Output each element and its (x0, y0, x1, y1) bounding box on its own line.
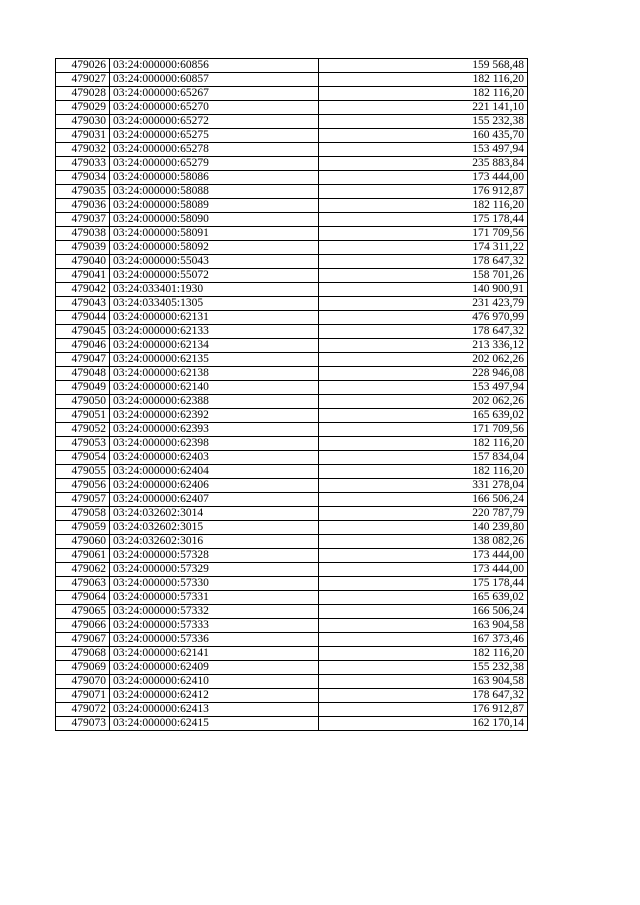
table-row (56, 325, 528, 339)
value-cell: 228 946,08 (319, 367, 528, 381)
table-row (56, 549, 528, 563)
cadastral-number-cell: 03:24:000000:62392 (110, 409, 319, 423)
table-row (56, 507, 528, 521)
cadastral-number-cell: 03:24:000000:65278 (110, 143, 319, 157)
cadastral-number-cell: 03:24:000000:62134 (110, 339, 319, 353)
cadastral-number-cell: 03:24:032602:3014 (110, 507, 319, 521)
value-cell: 476 970,99 (319, 311, 528, 325)
cadastral-number-cell: 03:24:000000:57329 (110, 563, 319, 577)
table-row (56, 353, 528, 367)
table-row (56, 521, 528, 535)
value-cell: 176 912,87 (319, 703, 528, 717)
row-number-cell: 479033 (56, 157, 110, 171)
row-number-cell: 479068 (56, 647, 110, 661)
cadastral-number-cell: 03:24:000000:62133 (110, 325, 319, 339)
cadastral-number-cell: 03:24:000000:62406 (110, 479, 319, 493)
cadastral-number-cell: 03:24:000000:57333 (110, 619, 319, 633)
table-row (56, 241, 528, 255)
row-number-cell: 479031 (56, 129, 110, 143)
value-cell: 221 141,10 (319, 101, 528, 115)
row-number-cell: 479045 (56, 325, 110, 339)
row-number-cell: 479050 (56, 395, 110, 409)
row-number-cell: 479066 (56, 619, 110, 633)
row-number-cell: 479039 (56, 241, 110, 255)
cadastral-number-cell: 03:24:000000:65279 (110, 157, 319, 171)
row-number-cell: 479070 (56, 675, 110, 689)
row-number-cell: 479073 (56, 717, 110, 731)
value-cell: 155 232,38 (319, 115, 528, 129)
value-cell: 182 116,20 (319, 73, 528, 87)
value-cell: 182 116,20 (319, 465, 528, 479)
table-row (56, 493, 528, 507)
table-row (56, 409, 528, 423)
cadastral-number-cell: 03:24:000000:62413 (110, 703, 319, 717)
table-row (56, 297, 528, 311)
value-cell: 155 232,38 (319, 661, 528, 675)
cadastral-number-cell: 03:24:000000:62393 (110, 423, 319, 437)
row-number-cell: 479037 (56, 213, 110, 227)
cadastral-number-cell: 03:24:000000:57332 (110, 605, 319, 619)
cadastral-number-cell: 03:24:000000:62140 (110, 381, 319, 395)
row-number-cell: 479029 (56, 101, 110, 115)
row-number-cell: 479041 (56, 269, 110, 283)
row-number-cell: 479051 (56, 409, 110, 423)
value-cell: 157 834,04 (319, 451, 528, 465)
table-row (56, 717, 528, 731)
table-row (56, 199, 528, 213)
table-row (56, 395, 528, 409)
row-number-cell: 479057 (56, 493, 110, 507)
cadastral-number-cell: 03:24:000000:57330 (110, 577, 319, 591)
table-row (56, 423, 528, 437)
value-cell: 173 444,00 (319, 563, 528, 577)
value-cell: 166 506,24 (319, 605, 528, 619)
row-number-cell: 479062 (56, 563, 110, 577)
row-number-cell: 479053 (56, 437, 110, 451)
value-cell: 175 178,44 (319, 577, 528, 591)
value-cell: 166 506,24 (319, 493, 528, 507)
cadastral-number-cell: 03:24:000000:57331 (110, 591, 319, 605)
row-number-cell: 479034 (56, 171, 110, 185)
table-row (56, 115, 528, 129)
table-row (56, 143, 528, 157)
table-row (56, 255, 528, 269)
cadastral-value-table (55, 58, 528, 731)
row-number-cell: 479067 (56, 633, 110, 647)
table-row (56, 171, 528, 185)
row-number-cell: 479036 (56, 199, 110, 213)
table-row (56, 269, 528, 283)
cadastral-number-cell: 03:24:000000:58090 (110, 213, 319, 227)
cadastral-number-cell: 03:24:000000:62415 (110, 717, 319, 731)
value-cell: 140 239,80 (319, 521, 528, 535)
row-number-cell: 479056 (56, 479, 110, 493)
row-number-cell: 479052 (56, 423, 110, 437)
cadastral-number-cell: 03:24:000000:65275 (110, 129, 319, 143)
table-row (56, 619, 528, 633)
cadastral-number-cell: 03:24:032602:3015 (110, 521, 319, 535)
row-number-cell: 479061 (56, 549, 110, 563)
table-row (56, 703, 528, 717)
value-cell: 163 904,58 (319, 619, 528, 633)
value-cell: 167 373,46 (319, 633, 528, 647)
table-row (56, 647, 528, 661)
table-row (56, 311, 528, 325)
table-row (56, 535, 528, 549)
value-cell: 220 787,79 (319, 507, 528, 521)
value-cell: 140 900,91 (319, 283, 528, 297)
value-cell: 159 568,48 (319, 59, 528, 73)
row-number-cell: 479065 (56, 605, 110, 619)
row-number-cell: 479063 (56, 577, 110, 591)
value-cell: 331 278,04 (319, 479, 528, 493)
row-number-cell: 479047 (56, 353, 110, 367)
value-cell: 182 116,20 (319, 647, 528, 661)
table-row (56, 437, 528, 451)
row-number-cell: 479069 (56, 661, 110, 675)
cadastral-number-cell: 03:24:000000:58091 (110, 227, 319, 241)
cadastral-number-cell: 03:24:000000:55043 (110, 255, 319, 269)
row-number-cell: 479049 (56, 381, 110, 395)
table-row (56, 479, 528, 493)
table-body (56, 59, 528, 731)
row-number-cell: 479030 (56, 115, 110, 129)
cadastral-number-cell: 03:24:000000:58092 (110, 241, 319, 255)
table-row (56, 185, 528, 199)
cadastral-number-cell: 03:24:000000:65270 (110, 101, 319, 115)
table-row (56, 605, 528, 619)
cadastral-number-cell: 03:24:000000:55072 (110, 269, 319, 283)
cadastral-number-cell: 03:24:000000:57328 (110, 549, 319, 563)
cadastral-number-cell: 03:24:000000:60856 (110, 59, 319, 73)
row-number-cell: 479048 (56, 367, 110, 381)
value-cell: 182 116,20 (319, 87, 528, 101)
table-row (56, 633, 528, 647)
table-row (56, 129, 528, 143)
row-number-cell: 479055 (56, 465, 110, 479)
cadastral-number-cell: 03:24:033401:1930 (110, 283, 319, 297)
cadastral-number-cell: 03:24:000000:62410 (110, 675, 319, 689)
value-cell: 182 116,20 (319, 199, 528, 213)
table-row (56, 227, 528, 241)
row-number-cell: 479059 (56, 521, 110, 535)
row-number-cell: 479044 (56, 311, 110, 325)
value-cell: 138 082,26 (319, 535, 528, 549)
table-row (56, 73, 528, 87)
row-number-cell: 479032 (56, 143, 110, 157)
value-cell: 231 423,79 (319, 297, 528, 311)
value-cell: 162 170,14 (319, 717, 528, 731)
table-row (56, 563, 528, 577)
cadastral-number-cell: 03:24:000000:62404 (110, 465, 319, 479)
row-number-cell: 479038 (56, 227, 110, 241)
value-cell: 178 647,32 (319, 689, 528, 703)
value-cell: 165 639,02 (319, 409, 528, 423)
row-number-cell: 479026 (56, 59, 110, 73)
row-number-cell: 479028 (56, 87, 110, 101)
value-cell: 202 062,26 (319, 395, 528, 409)
cadastral-number-cell: 03:24:000000:62138 (110, 367, 319, 381)
cadastral-number-cell: 03:24:000000:65272 (110, 115, 319, 129)
table-row (56, 675, 528, 689)
table-row (56, 339, 528, 353)
cadastral-number-cell: 03:24:000000:58089 (110, 199, 319, 213)
value-cell: 235 883,84 (319, 157, 528, 171)
row-number-cell: 479064 (56, 591, 110, 605)
value-cell: 176 912,87 (319, 185, 528, 199)
value-cell: 202 062,26 (319, 353, 528, 367)
row-number-cell: 479035 (56, 185, 110, 199)
value-cell: 175 178,44 (319, 213, 528, 227)
cadastral-number-cell: 03:24:000000:62412 (110, 689, 319, 703)
cadastral-number-cell: 03:24:000000:62398 (110, 437, 319, 451)
value-cell: 158 701,26 (319, 269, 528, 283)
row-number-cell: 479043 (56, 297, 110, 311)
cadastral-number-cell: 03:24:000000:60857 (110, 73, 319, 87)
table-row (56, 451, 528, 465)
table-row (56, 213, 528, 227)
row-number-cell: 479027 (56, 73, 110, 87)
cadastral-number-cell: 03:24:000000:58086 (110, 171, 319, 185)
value-cell: 165 639,02 (319, 591, 528, 605)
row-number-cell: 479046 (56, 339, 110, 353)
cadastral-number-cell: 03:24:033405:1305 (110, 297, 319, 311)
table-row (56, 59, 528, 73)
value-cell: 174 311,22 (319, 241, 528, 255)
table-row (56, 465, 528, 479)
cadastral-number-cell: 03:24:000000:62409 (110, 661, 319, 675)
value-cell: 153 497,94 (319, 381, 528, 395)
table-row (56, 157, 528, 171)
cadastral-number-cell: 03:24:032602:3016 (110, 535, 319, 549)
row-number-cell: 479058 (56, 507, 110, 521)
row-number-cell: 479042 (56, 283, 110, 297)
value-cell: 173 444,00 (319, 549, 528, 563)
row-number-cell: 479040 (56, 255, 110, 269)
table-row (56, 577, 528, 591)
cadastral-number-cell: 03:24:000000:65267 (110, 87, 319, 101)
table-row (56, 661, 528, 675)
table-row (56, 689, 528, 703)
table-row (56, 367, 528, 381)
row-number-cell: 479054 (56, 451, 110, 465)
row-number-cell: 479060 (56, 535, 110, 549)
cadastral-number-cell: 03:24:000000:62407 (110, 493, 319, 507)
value-cell: 171 709,56 (319, 227, 528, 241)
value-cell: 171 709,56 (319, 423, 528, 437)
cadastral-number-cell: 03:24:000000:62141 (110, 647, 319, 661)
value-cell: 163 904,58 (319, 675, 528, 689)
table-row (56, 101, 528, 115)
value-cell: 178 647,32 (319, 325, 528, 339)
value-cell: 173 444,00 (319, 171, 528, 185)
value-cell: 213 336,12 (319, 339, 528, 353)
cadastral-number-cell: 03:24:000000:62388 (110, 395, 319, 409)
cadastral-number-cell: 03:24:000000:62135 (110, 353, 319, 367)
row-number-cell: 479072 (56, 703, 110, 717)
table-row (56, 381, 528, 395)
cadastral-number-cell: 03:24:000000:57336 (110, 633, 319, 647)
row-number-cell: 479071 (56, 689, 110, 703)
cadastral-number-cell: 03:24:000000:62403 (110, 451, 319, 465)
table-row (56, 283, 528, 297)
table-row (56, 87, 528, 101)
cadastral-number-cell: 03:24:000000:62131 (110, 311, 319, 325)
value-cell: 160 435,70 (319, 129, 528, 143)
cadastral-number-cell: 03:24:000000:58088 (110, 185, 319, 199)
value-cell: 182 116,20 (319, 437, 528, 451)
value-cell: 178 647,32 (319, 255, 528, 269)
table-row (56, 591, 528, 605)
value-cell: 153 497,94 (319, 143, 528, 157)
